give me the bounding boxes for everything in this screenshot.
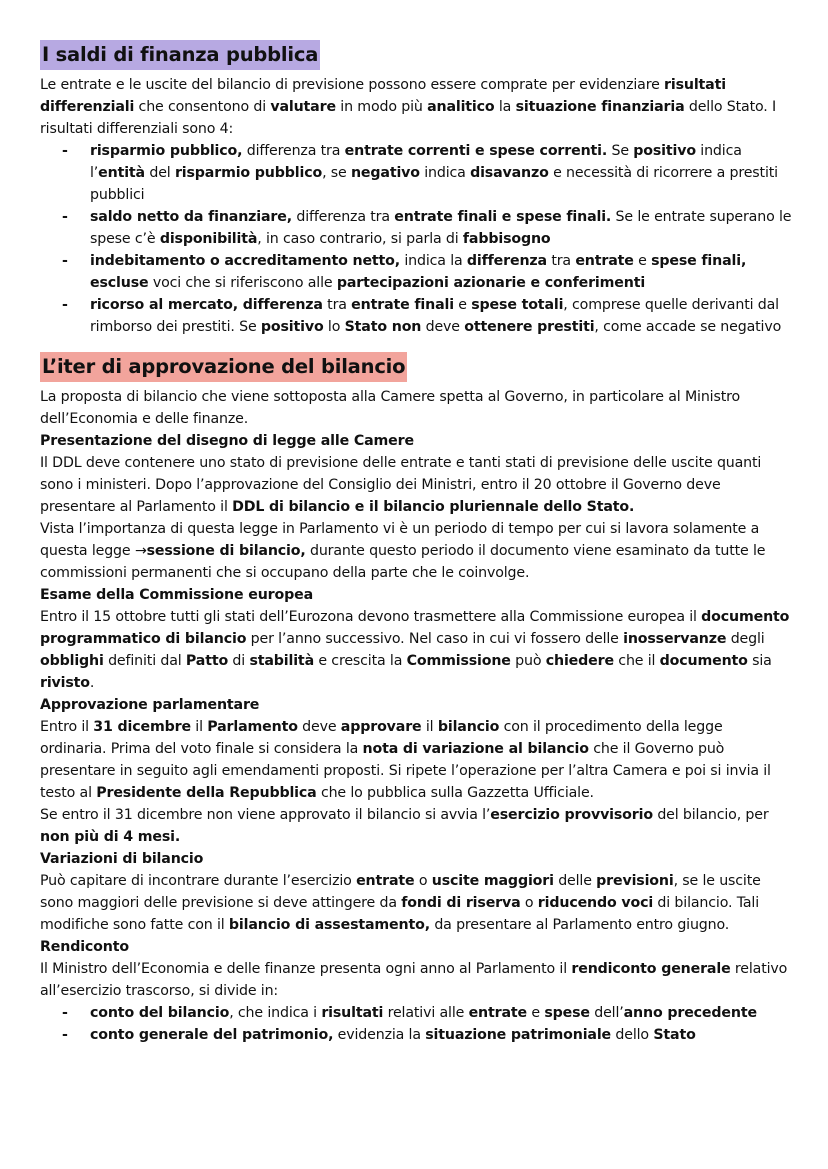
list-item: - conto del bilancio, che indica i risultati relativi alle entrate e spese dell’anno precedente [62, 1002, 792, 1024]
section-saldi [40, 40, 792, 338]
document-page [40, 40, 792, 1046]
list-item: - indebitamento o accreditamento netto, indica la differenza tra entrate e spese finali, escluse voci che si riferiscono alle partecipazioni azionarie e conferimenti [62, 250, 792, 294]
list-item: - conto generale del patrimonio, evidenzia la situazione patrimoniale dello Stato [62, 1024, 792, 1046]
paragraph: Può capitare di incontrare durante l’esercizio entrate o uscite maggiori delle previsioni, se le uscite sono maggiori delle previsione si deve attingere da fondi di riserva o riducendo voci di bilancio. Tali modifiche sono fatte con il bilancio di assestamento, da presentare al Parlamento entro giugno. [40, 873, 761, 933]
paragraph: Le entrate e le uscite del bilancio di previsione possono essere comprate per evidenziare risultati differenziali che consentono di valutare in modo più analitico la situazione finanziaria dello Stato. I risultati differenziali sono 4: [40, 77, 777, 137]
paragraph: Entro il 15 ottobre tutti gli stati dell’Eurozona devono trasmettere alla Commissione europea il documento programmatico di bilancio per l’anno successivo. Nel caso in cui vi fossero delle inosservanze degli obblighi definiti dal Patto di stabilità e crescita la Commissione può chiedere che il documento sia rivisto. [40, 609, 790, 691]
paragraph: Il DDL deve contenere uno stato di previsione delle entrate e tanti stati di previsione delle uscite quanti sono i ministeri. Dopo l’approvazione del Consiglio dei Ministri, entro il 20 ottobre il Governo deve presentare al Parlamento il DDL di bilancio e il bilancio pluriennale dello Stato. [40, 455, 762, 515]
subheading: Presentazione del disegno di legge alle Camere [40, 433, 414, 449]
section-title: I saldi di finanza pubblica [40, 40, 320, 70]
list-item: - ricorso al mercato, differenza tra entrate finali e spese totali, comprese quelle derivanti dal rimborso dei prestiti. Se positivo lo Stato non deve ottenere prestiti, come accade se negativo [62, 294, 792, 338]
subheading: Variazioni di bilancio [40, 851, 204, 867]
subheading: Approvazione parlamentare [40, 697, 260, 713]
paragraph: Il Ministro dell’Economia e delle finanze presenta ogni anno al Parlamento il rendiconto generale relativo all’esercizio trascorso, si divide in: [40, 961, 788, 999]
paragraph: Se entro il 31 dicembre non viene approvato il bilancio si avvia l’esercizio provvisorio del bilancio, per non più di 4 mesi. [40, 807, 769, 845]
subheading: Esame della Commissione europea [40, 587, 313, 603]
paragraph: Entro il 31 dicembre il Parlamento deve approvare il bilancio con il procedimento della legge ordinaria. Prima del voto finale si considera la nota di variazione al bilancio che il Governo può presentare in seguito agli emendamenti proposti. Si ripete l’operazione per l’altra Camera e poi si invia il testo al Presidente della Repubblica che lo pubblica sulla Gazzetta Ufficiale. [40, 719, 771, 801]
section-title: L’iter di approvazione del bilancio [40, 352, 407, 382]
paragraph: La proposta di bilancio che viene sottoposta alla Camere spetta al Governo, in particolare al Ministro dell’Economia e delle finanze. [40, 389, 741, 427]
paragraph: Vista l’importanza di questa legge in Parlamento vi è un periodo di tempo per cui si lavora solamente a questa legge →sessione di bilancio, durante questo periodo il documento viene esaminato da tutte le commissioni permanenti che si occupano della parte che le coinvolge. [40, 521, 766, 581]
bullet-list [40, 1002, 792, 1046]
list-item: - saldo netto da finanziare, differenza tra entrate finali e spese finali. Se le entrate superano le spese c’è disponibilità, in caso contrario, si parla di fabbisogno [62, 206, 792, 250]
section-iter [40, 352, 792, 1046]
subheading: Rendiconto [40, 939, 129, 955]
list-item: - risparmio pubblico, differenza tra entrate correnti e spese correnti. Se positivo indica l’entità del risparmio pubblico, se negativo indica disavanzo e necessità di ricorrere a prestiti pubblici [62, 140, 792, 206]
bullet-list [40, 140, 792, 338]
